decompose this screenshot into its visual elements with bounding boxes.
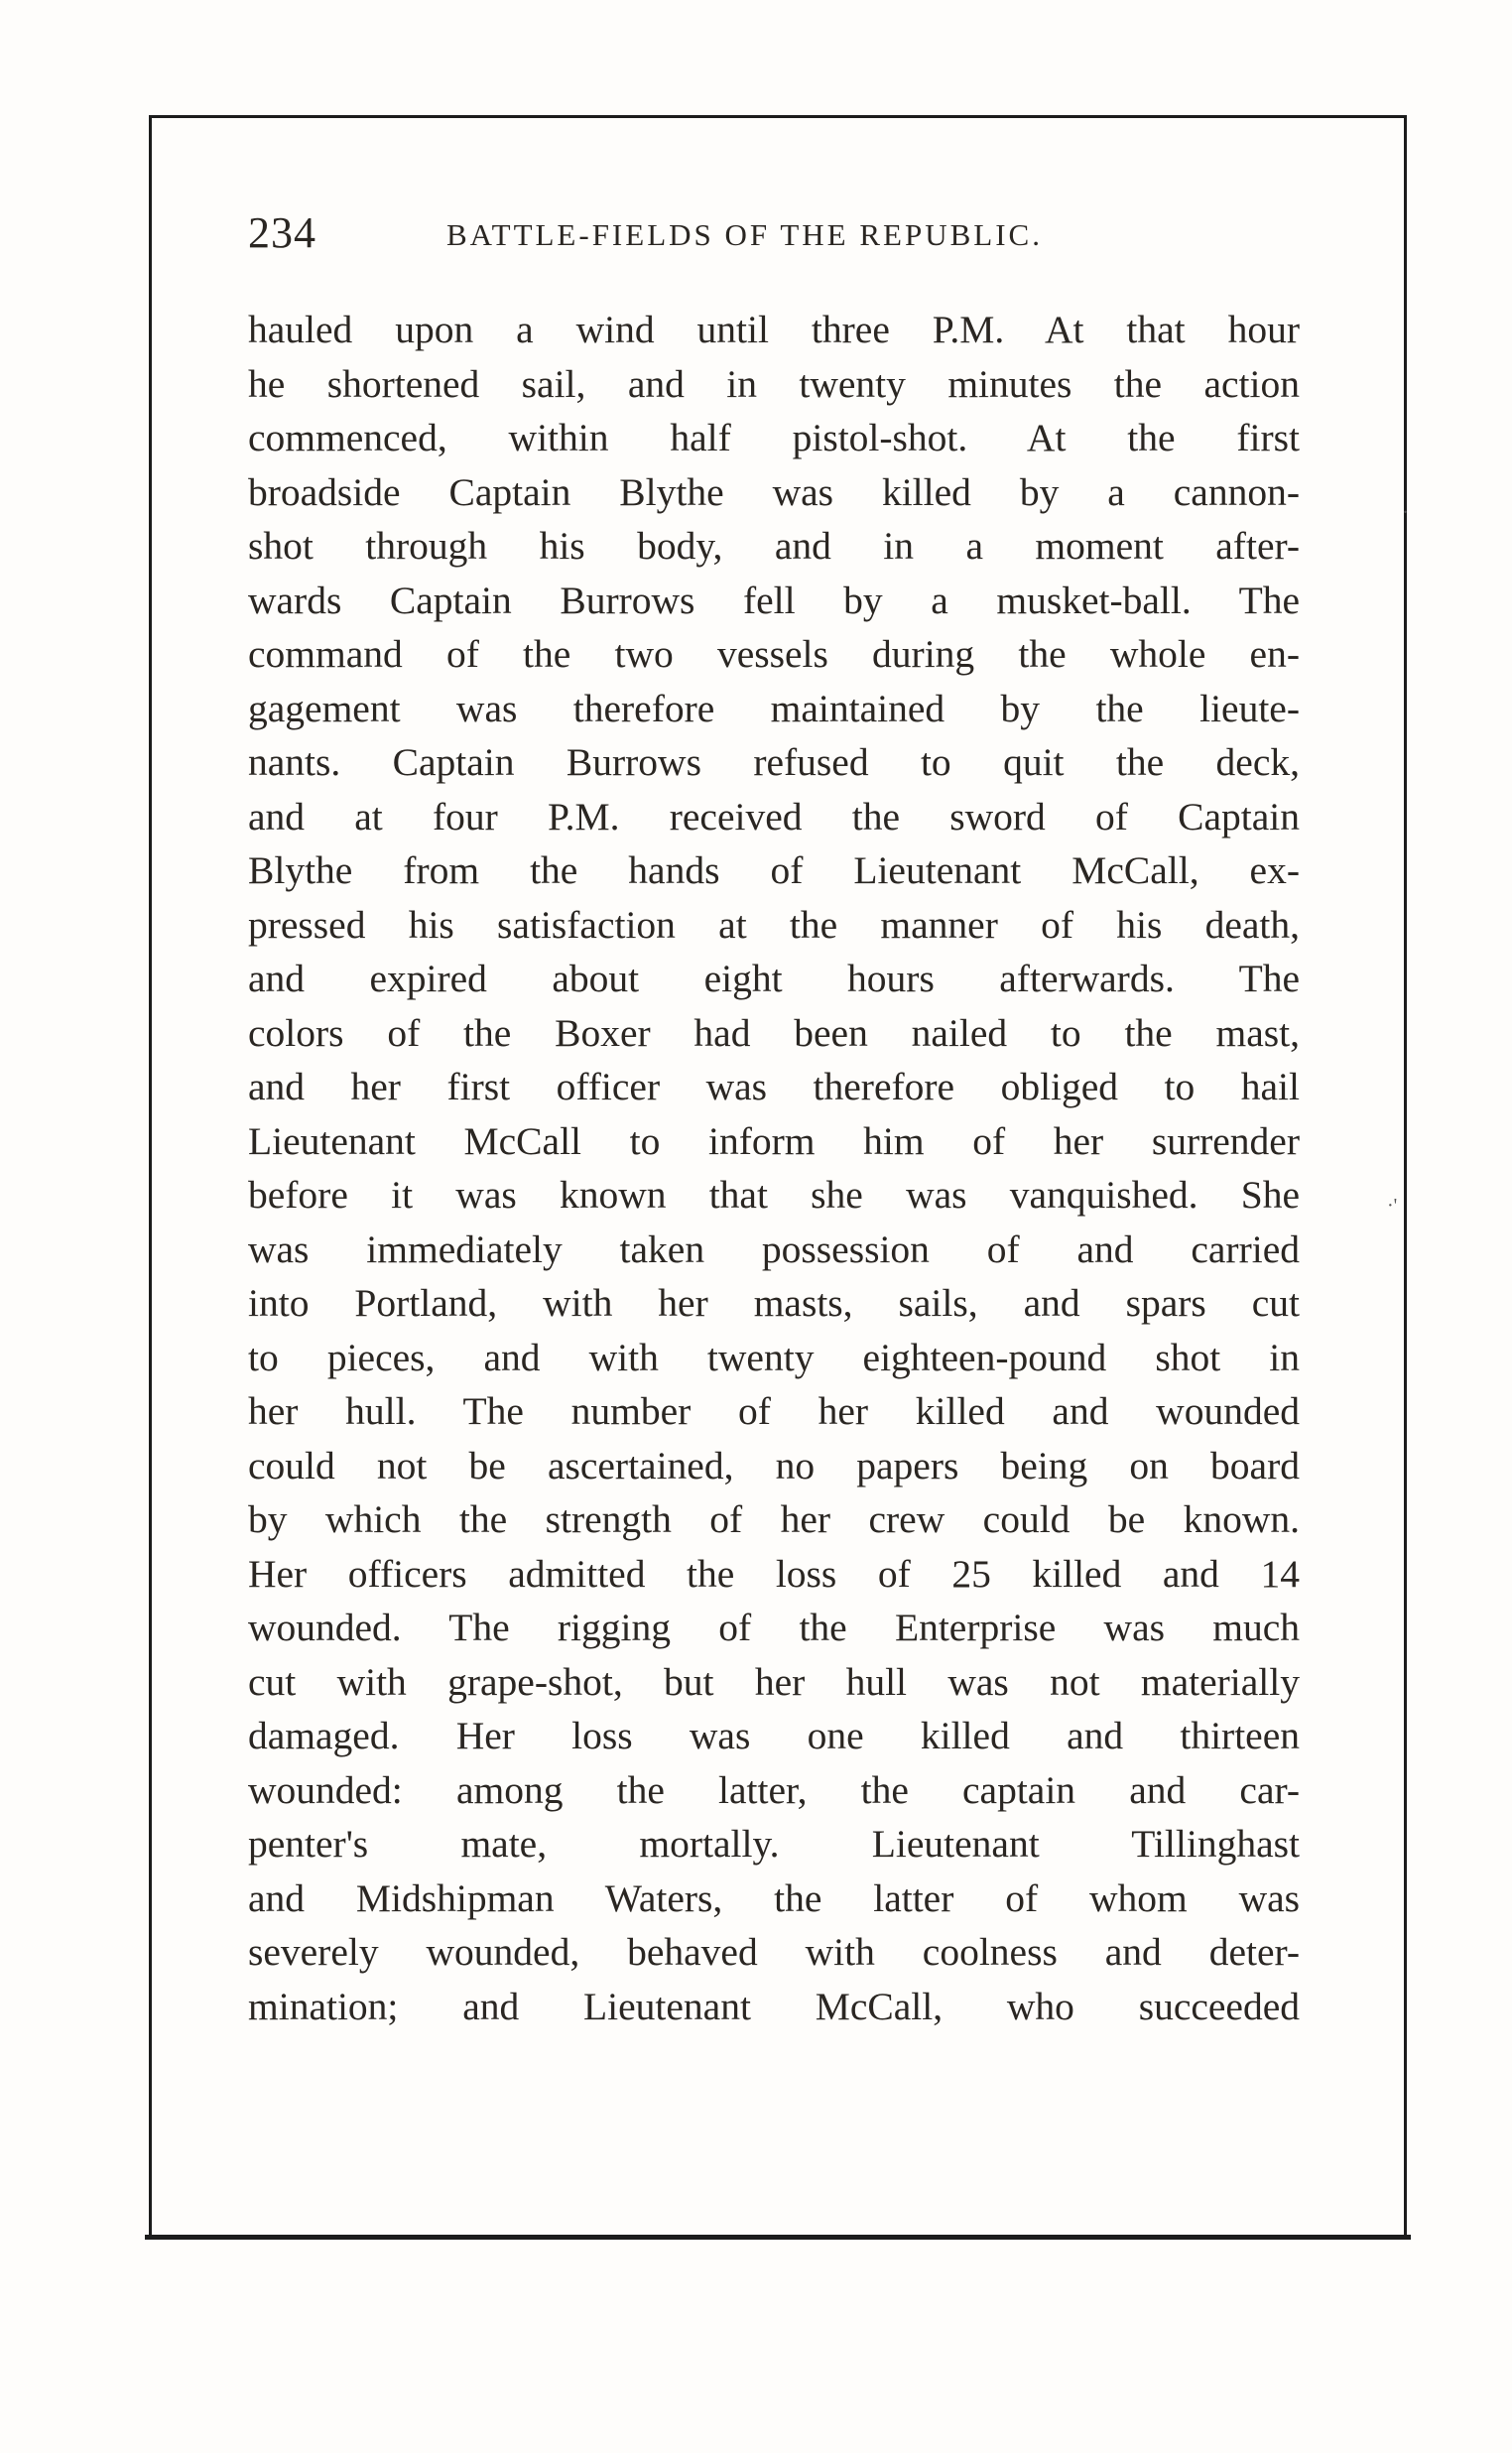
text-line: wards Captain Burrows fell by a musket-ball. The: [248, 578, 1300, 622]
text-line: to pieces, and with twenty eighteen-pound shot in: [248, 1335, 1300, 1379]
text-line: before it was known that she was vanquished. She: [248, 1173, 1300, 1217]
text-line: by which the strength of her crew could be known.: [248, 1497, 1300, 1541]
text-line: damaged. Her loss was one killed and thirteen: [248, 1714, 1300, 1757]
text-line: penter's mate, mortally. Lieutenant Tillinghast: [248, 1822, 1300, 1866]
text-line: was immediately taken possession of and carried: [248, 1226, 1300, 1271]
text-line: he shortened sail, and in twenty minutes the action: [248, 361, 1300, 406]
text-line: wounded. The rigging of the Enterprise was much: [248, 1606, 1300, 1649]
text-line: broadside Captain Blythe was killed by a cannon-: [248, 469, 1300, 514]
text-line: and at four P.M. received the sword of Captain: [248, 794, 1300, 839]
text-line: pressed his satisfaction at the manner of his death,: [248, 902, 1300, 947]
text-line: Blythe from the hands of Lieutenant McCall, ex-: [248, 848, 1300, 892]
text-line: shot through his body, and in a moment after-: [248, 524, 1300, 568]
text-line: gagement was therefore maintained by the lieute-: [248, 686, 1300, 730]
text-line: Lieutenant McCall to inform him of her surrender: [248, 1118, 1300, 1163]
text-line: hauled upon a wind until three P.M. At that hour: [248, 308, 1300, 351]
text-line: colors of the Boxer had been nailed to the mast,: [248, 1010, 1300, 1055]
running-head-title: BATTLE-FIELDS OF THE REPUBLIC.: [446, 217, 1043, 252]
text-line: and her first officer was therefore obliged to hail: [248, 1065, 1300, 1108]
page-border-bottom-rule: [145, 2235, 1411, 2240]
text-line: and expired about eight hours afterwards. The: [248, 957, 1300, 1000]
margin-speck: .: [1403, 496, 1408, 518]
text-line: nants. Captain Burrows refused to quit the deck,: [248, 740, 1300, 784]
page-number: 234: [248, 208, 316, 257]
text-line: could not be ascertained, no papers being on board: [248, 1443, 1300, 1487]
running-head: [248, 203, 1320, 263]
text-line: her hull. The number of her killed and wounded: [248, 1389, 1300, 1433]
body-text: [248, 303, 1300, 2033]
text-line: mination; and Lieutenant McCall, who succeeded: [248, 1984, 1300, 2028]
margin-speck: ·': [1387, 1195, 1398, 1217]
text-line: Her officers admitted the loss of 25 killed and 14: [248, 1551, 1300, 1596]
text-line: cut with grape-shot, but her hull was not materially: [248, 1659, 1300, 1704]
text-line: and Midshipman Waters, the latter of whom was: [248, 1875, 1300, 1920]
text-line: command of the two vessels during the whole en-: [248, 632, 1300, 676]
text-line: severely wounded, behaved with coolness and deter-: [248, 1930, 1300, 1974]
text-line: commenced, within half pistol-shot. At the first: [248, 416, 1300, 459]
text-line: into Portland, with her masts, sails, and spars cut: [248, 1281, 1300, 1325]
text-line: wounded: among the latter, the captain and car-: [248, 1767, 1300, 1812]
